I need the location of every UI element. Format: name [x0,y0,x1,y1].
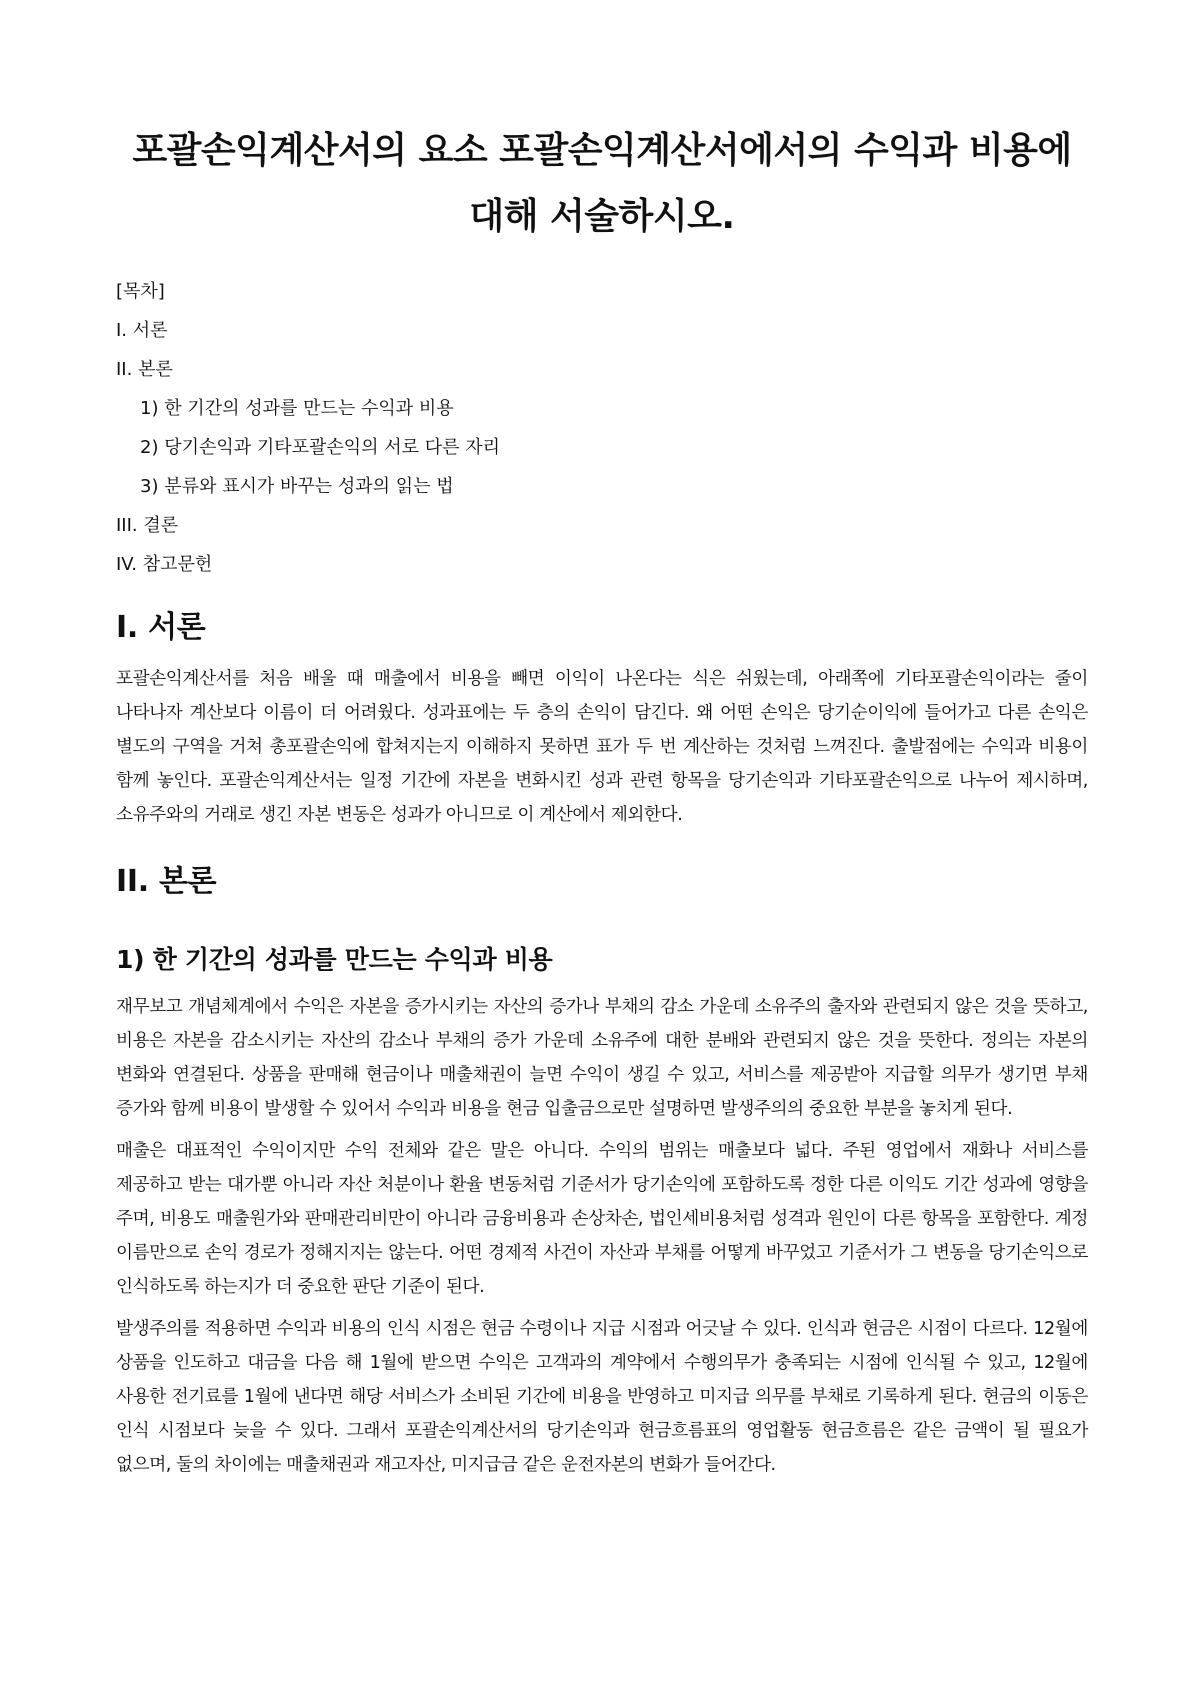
toc-item-body-2: 2) 당기손익과 기타포괄손익의 서로 다른 자리 [140,437,501,458]
body-paragraph-2: 매출은 대표적인 수익이지만 수익 전체와 같은 말은 아니다. 수익의 범위는 매출보다 넓다. 주된 영업에서 재화나 서비스를 제공하고 받는 대가뿐 아니라 자산 처분이나 환율 변동처럼 기준서가 당기손익에 포함하도록 정한 다른 이익도 기간 성과에 영향을 주며, 비용도 매출원가와 판매관리비만이 아니라 금융비용과 손상차손, 법인세비용처럼 성격과 원인이 다른 항목을 포함한다. 계정 이름만으로 손익 경로가 정해지지는 않는다. 어떤 경제적 사건이 자산과 부채를 어떻게 바꾸었고 기준서가 그 변동을 당기손익으로 인식하도록 하는지가 더 중요한 판단 기준이 된다. [116,1141,1088,1297]
toc-item-intro: I. 서론 [116,320,168,341]
toc-item-body: II. 본론 [116,359,173,380]
body-paragraph-3: 발생주의를 적용하면 수익과 비용의 인식 시점은 현금 수령이나 지급 시점과 어긋날 수 있다. 인식과 현금은 시점이 다르다. 12월에 상품을 인도하고 대금을 다음 해 1월에 받으면 수익은 고객과의 계약에서 수행의무가 충족되는 시점에 인식될 수 있고, 12월에 사용한 전기료를 1월에 낸다면 해당 서비스가 소비된 기간에 비용을 반영하고 미지급 의무를 부채로 기록하게 된다. 현금의 이동은 인식 시점보다 늦을 수 있다. 그래서 포괄손익계산서의 당기손익과 현금흐름표의 영업활동 현금흐름은 같은 금액이 될 필요가 없으며, 둘의 차이에는 매출채권과 재고자산, 미지급금 같은 운전자본의 변화가 들어간다. [116,1319,1088,1475]
subsection-heading-1: 1) 한 기간의 성과를 만드는 수익과 비용 [116,945,553,974]
toc-item-conclusion: III. 결론 [116,515,179,536]
toc-heading: [목차] [116,281,165,302]
section-heading-intro: I. 서론 [116,610,206,645]
intro-paragraph: 포괄손익계산서를 처음 배울 때 매출에서 비용을 빼면 이익이 나온다는 식은 쉬웠는데, 아래쪽에 기타포괄손익이라는 줄이 나타나자 계산보다 이름이 더 어려웠다. 성과표에는 두 층의 손익이 담긴다. 왜 어떤 손익은 당기순이익에 들어가고 다른 손익은 별도의 구역을 거쳐 총포괄손익에 합쳐지는지 이해하지 못하면 표가 두 번 계산하는 것처럼 느껴진다. 출발점에는 수익과 비용이 함께 놓인다. 포괄손익계산서는 일정 기간에 자본을 변화시킨 성과 관련 항목을 당기손익과 기타포괄손익으로 나누어 제시하며, 소유주와의 거래로 생긴 자본 변동은 성과가 아니므로 이 계산에서 제외한다. [116,669,1088,825]
document-title: 포괄손익계산서의 요소 포괄손익계산서에서의 수익과 비용에 대해 서술하시오. [132,130,1072,237]
section-heading-body: II. 본론 [116,864,217,899]
toc-item-body-1: 1) 한 기간의 성과를 만드는 수익과 비용 [140,398,454,419]
table-of-contents [116,272,1088,584]
body-paragraph-1: 재무보고 개념체계에서 수익은 자본을 증가시키는 자산의 증가나 부채의 감소 가운데 소유주의 출자와 관련되지 않은 것을 뜻하고, 비용은 자본을 감소시키는 자산의 감소나 부채의 증가 가운데 소유주에 대한 분배와 관련되지 않은 것을 뜻한다. 정의는 자본의 변화와 연결된다. 상품을 판매해 현금이나 매출채권이 늘면 수익이 생길 수 있고, 서비스를 제공받아 지급할 의무가 생기면 부채 증가와 함께 비용이 발생할 수 있어서 수익과 비용을 현금 입출금으로만 설명하면 발생주의의 중요한 부분을 놓치게 된다. [116,997,1088,1119]
toc-item-body-3: 3) 분류와 표시가 바꾸는 성과의 읽는 법 [140,476,454,497]
toc-item-references: IV. 참고문헌 [116,554,213,575]
